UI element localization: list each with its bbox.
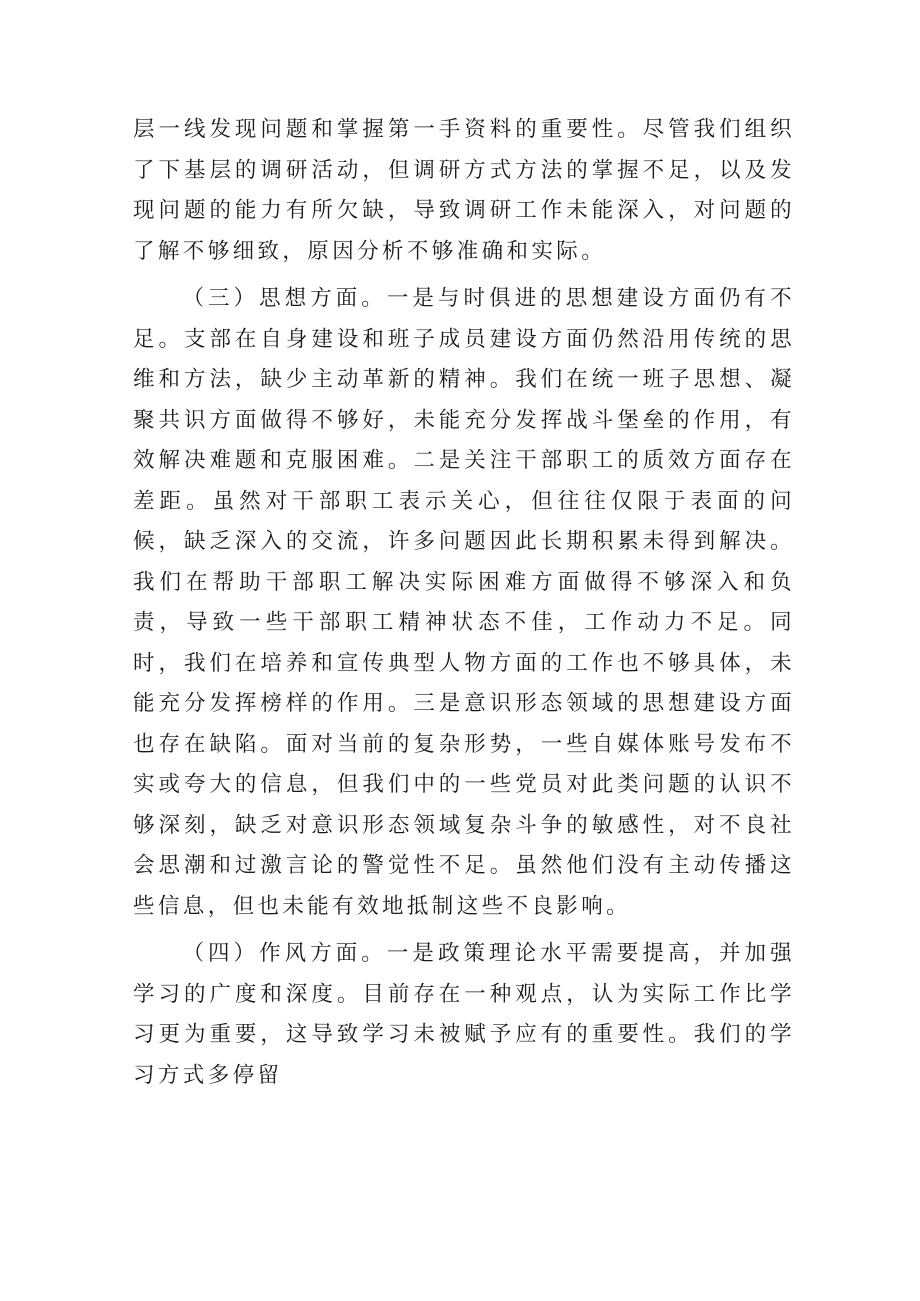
paragraph-1: 层一线发现问题和掌握第一手资料的重要性。尽管我们组织了下基层的调研活动，但调研方式方法的掌握不足，以及发现问题的能力有所欠缺，导致调研工作未能深入，对问题的了解不够细致，原因分析不够准确和实际。 xyxy=(133,117,795,264)
paragraph-section-three: （三）思想方面。一是与时俱进的思想建设方面仍有不足。支部在自身建设和班子成员建设方面仍然沿用传统的思维和方法，缺少主动革新的精神。我们在统一班子思想、凝聚共识方面做得不够好，未能充分发挥战斗堡垒的作用，有效解决难题和克服困难。二是关注干部职工的质效方面存在差距。虽然对干部职工表示关心，但往往仅限于表面的问候，缺乏深入的交流，许多问题因此长期积累未得到解决。我们在帮助干部职工解决实际困难方面做得不够深入和负责，导致一些干部职工精神状态不佳，工作动力不足。同时，我们在培养和宣传典型人物方面的工作也不够具体，未能充分发挥榜样的作用。三是意识形态领域的思想建设方面也存在缺陷。面对当前的复杂形势，一些自媒体账号发布不实或夸大的信息，但我们中的一些党员对此类问题的认识不够深刻，缺乏对意识形态领域复杂斗争的敏感性，对不良社会思潮和过激言论的警觉性不足。虽然他们没有主动传播这些信息，但也未能有效地抵制这些不良影响。 xyxy=(133,286,795,919)
paragraph-section-four: （四）作风方面。一是政策理论水平需要提高，并加强学习的广度和深度。目前存在一种观点，认为实际工作比学习更为重要，这导致学习未被赋予应有的重要性。我们的学习方式多停留 xyxy=(133,941,795,1088)
document-body xyxy=(133,110,795,1103)
